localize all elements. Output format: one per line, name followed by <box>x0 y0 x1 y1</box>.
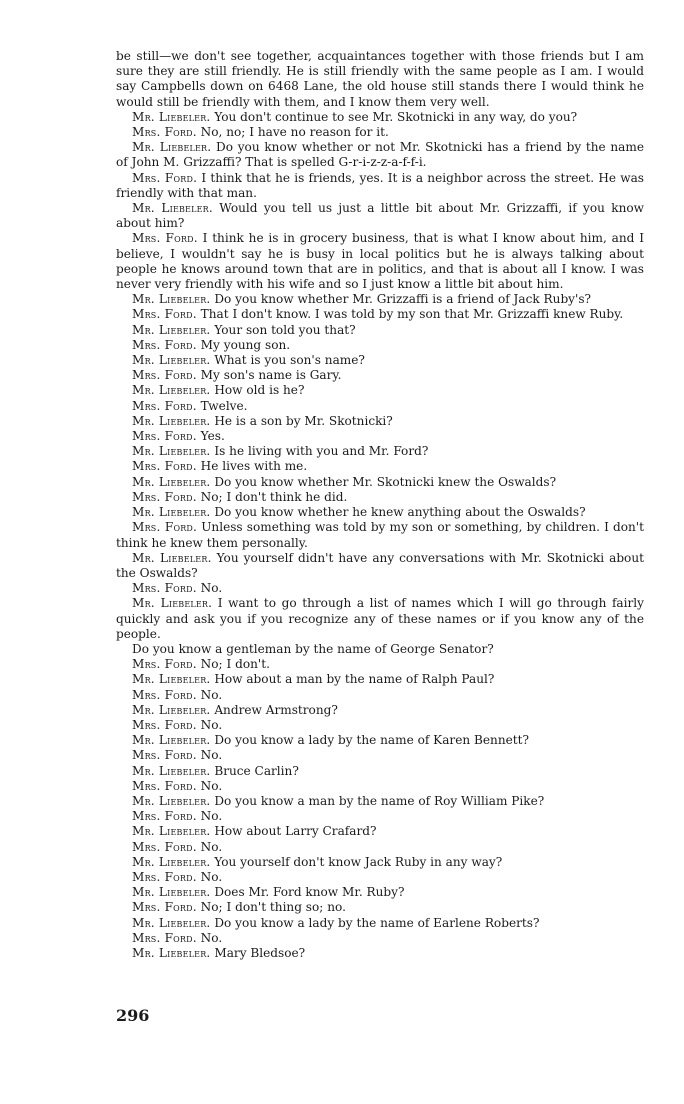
paragraph <box>116 231 644 292</box>
speaker-label: Mr. Liebeler. <box>132 885 211 900</box>
paragraph <box>116 672 644 687</box>
paragraph <box>116 946 644 961</box>
paragraph <box>116 718 644 733</box>
paragraph-text: How about a man by the name of Ralph Paul? <box>214 672 495 687</box>
paragraph <box>116 292 644 307</box>
paragraph-text: Do you know whether he knew anything about the Oswalds? <box>214 505 586 520</box>
paragraph <box>116 399 644 414</box>
speaker-label: Mrs. Ford. <box>132 717 197 732</box>
paragraph-text: Is he living with you and Mr. Ford? <box>214 444 429 459</box>
paragraph <box>116 824 644 839</box>
paragraph <box>116 779 644 794</box>
speaker-label: Mr. Liebeler. <box>132 292 211 307</box>
paragraph <box>116 414 644 429</box>
speaker-label: Mr. Liebeler. <box>132 413 211 428</box>
paragraph-text: Do you know whether Mr. Skotnicki knew the Oswalds? <box>214 474 557 489</box>
paragraph-text: No; I don't. <box>200 657 270 672</box>
speaker-label: Mrs. Ford. <box>132 307 197 322</box>
paragraph-text: Do you know whether Mr. Grizzaffi is a friend of Jack Ruby's? <box>214 292 592 307</box>
paragraph <box>116 931 644 946</box>
speaker-label: Mrs. Ford. <box>132 581 197 596</box>
speaker-label: Mr. Liebeler. <box>132 140 212 155</box>
paragraph-text: Do you know whether or not Mr. Skotnicki has a friend by the name of John M. Grizzaffi? That is spelled G-r-i-z-z-a-f-f-i. <box>116 140 644 170</box>
speaker-label: Mr. Liebeler. <box>132 322 211 337</box>
paragraph-text: No, no; I have no reason for it. <box>200 125 389 140</box>
paragraph-text: How about Larry Crafard? <box>214 824 377 839</box>
speaker-label: Mr. Liebeler. <box>132 945 211 960</box>
paragraph <box>116 475 644 490</box>
paragraph <box>116 459 644 474</box>
paragraph <box>116 840 644 855</box>
paragraph-text: You don't continue to see Mr. Skotnicki in any way, do you? <box>214 109 578 124</box>
paragraph <box>116 171 644 201</box>
paragraph-text: He lives with me. <box>200 459 308 474</box>
speaker-label: Mr. Liebeler. <box>132 109 211 124</box>
paragraph-text: No; I don't think he did. <box>200 489 348 504</box>
paragraph-text: That I don't know. I was told by my son that Mr. Grizzaffi knew Ruby. <box>200 307 624 322</box>
paragraph <box>116 764 644 779</box>
paragraph <box>116 855 644 870</box>
speaker-label: Mr. Liebeler. <box>132 550 212 565</box>
paragraph-text: I think he is in grocery business, that is what I know about him, and I believe, I wouldn't say he is busy in local politics but he is always talking about people he knows around town that are in politics, and that is about all I know. I was never very friendly with his wife and so I just know a little bit about him. <box>116 231 644 292</box>
speaker-label: Mr. Liebeler. <box>132 383 211 398</box>
speaker-label: Mrs. Ford. <box>132 170 198 185</box>
paragraph <box>116 323 644 338</box>
paragraph-text: No. <box>200 778 223 793</box>
paragraph <box>116 307 644 322</box>
paragraph <box>116 353 644 368</box>
speaker-label: Mr. Liebeler. <box>132 505 211 520</box>
paragraph-text: Do you know a man by the name of Roy William Pike? <box>214 793 545 808</box>
speaker-label: Mr. Liebeler. <box>132 733 211 748</box>
speaker-label: Mrs. Ford. <box>132 489 197 504</box>
speaker-label: Mrs. Ford. <box>132 459 197 474</box>
speaker-label: Mrs. Ford. <box>132 398 197 413</box>
paragraph <box>116 444 644 459</box>
speaker-label: Mrs. Ford. <box>132 839 197 854</box>
paragraph-text: I think that he is friends, yes. It is a neighbor across the street. He was friendly with that man. <box>116 170 645 200</box>
paragraph-text: My son's name is Gary. <box>200 368 342 383</box>
paragraph <box>116 703 644 718</box>
paragraph-text: Andrew Armstrong? <box>214 702 338 717</box>
paragraph <box>116 368 644 383</box>
speaker-label: Mrs. Ford. <box>132 778 197 793</box>
paragraph-text: You yourself don't know Jack Ruby in any way? <box>214 854 503 869</box>
paragraph-text: Unless something was told by my son or something, by children. I don't think he knew them personally. <box>116 520 644 550</box>
speaker-label: Mrs. Ford. <box>132 520 198 535</box>
paragraph-text: He is a son by Mr. Skotnicki? <box>214 413 393 428</box>
paragraph-text: be still—we don't see together, acquaintances together with those friends but I am sure they are still friendly. He is still friendly with the same people as I am. I would say Campbells down on 6468 Lane, the old house still stands there I would think he would still be friendly with them, and I know them very well. <box>116 49 644 109</box>
paragraph <box>116 551 644 581</box>
paragraph <box>116 505 644 520</box>
speaker-label: Mr. Liebeler. <box>132 915 211 930</box>
paragraph-text: Would you tell us just a little bit about Mr. Grizzaffi, if you know about him? <box>116 201 644 231</box>
speaker-label: Mr. Liebeler. <box>132 596 213 611</box>
speaker-label: Mrs. Ford. <box>132 231 198 246</box>
speaker-label: Mr. Liebeler. <box>132 353 211 368</box>
paragraph <box>116 490 644 505</box>
speaker-label: Mrs. Ford. <box>132 337 197 352</box>
page-number: 296 <box>116 1006 150 1025</box>
paragraph <box>116 338 644 353</box>
paragraph <box>116 110 644 125</box>
paragraph-text: Do you know a lady by the name of Karen Bennett? <box>214 733 529 748</box>
speaker-label: Mrs. Ford. <box>132 429 197 444</box>
paragraph <box>116 870 644 885</box>
paragraph-text: Your son told you that? <box>214 322 356 337</box>
speaker-label: Mr. Liebeler. <box>132 763 211 778</box>
speaker-label: Mr. Liebeler. <box>132 702 211 717</box>
paragraph-text: I want to go through a list of names which I will go through fairly quickly and ask you if you recognize any of these names or if you know any of the people. <box>116 596 644 641</box>
testimony-page <box>116 49 644 961</box>
paragraph <box>116 809 644 824</box>
paragraph <box>116 916 644 931</box>
paragraph-text: No. <box>200 839 223 854</box>
speaker-label: Mrs. Ford. <box>132 657 197 672</box>
paragraph <box>116 125 644 140</box>
paragraph-text: No. <box>200 687 223 702</box>
paragraph <box>116 383 644 398</box>
speaker-label: Mrs. Ford. <box>132 900 197 915</box>
speaker-label: Mrs. Ford. <box>132 748 197 763</box>
paragraph <box>116 733 644 748</box>
paragraph <box>116 49 644 110</box>
paragraph <box>116 520 644 550</box>
paragraph <box>116 748 644 763</box>
paragraph <box>116 581 644 596</box>
paragraph-text: Mary Bledsoe? <box>214 945 306 960</box>
paragraph-text: How old is he? <box>214 383 305 398</box>
paragraph <box>116 794 644 809</box>
speaker-label: Mrs. Ford. <box>132 809 197 824</box>
speaker-label: Mrs. Ford. <box>132 930 197 945</box>
paragraph <box>116 140 644 170</box>
paragraph-text: Does Mr. Ford know Mr. Ruby? <box>214 885 405 900</box>
paragraph-text: Do you know a gentleman by the name of George Senator? <box>132 641 494 656</box>
paragraph-text: You yourself didn't have any conversations with Mr. Skotnicki about the Oswalds? <box>116 550 644 580</box>
paragraph <box>116 642 644 657</box>
paragraph-text: No. <box>200 748 223 763</box>
speaker-label: Mr. Liebeler. <box>132 444 211 459</box>
paragraph-text: My young son. <box>200 337 291 352</box>
speaker-label: Mrs. Ford. <box>132 368 197 383</box>
paragraph-text: No. <box>200 717 223 732</box>
speaker-label: Mr. Liebeler. <box>132 474 211 489</box>
speaker-label: Mr. Liebeler. <box>132 854 211 869</box>
paragraph <box>116 596 644 642</box>
paragraph <box>116 885 644 900</box>
paragraph-text: No. <box>200 869 223 884</box>
paragraph <box>116 688 644 703</box>
speaker-label: Mr. Liebeler. <box>132 672 211 687</box>
paragraph-text: Twelve. <box>200 398 248 413</box>
paragraph <box>116 429 644 444</box>
paragraph <box>116 201 644 231</box>
paragraph <box>116 657 644 672</box>
paragraph-text: No. <box>200 581 223 596</box>
paragraph <box>116 900 644 915</box>
speaker-label: Mrs. Ford. <box>132 687 197 702</box>
paragraph-text: No. <box>200 930 223 945</box>
speaker-label: Mr. Liebeler. <box>132 824 211 839</box>
paragraph-text: What is you son's name? <box>214 353 365 368</box>
paragraph-text: No. <box>200 809 223 824</box>
speaker-label: Mr. Liebeler. <box>132 201 213 216</box>
speaker-label: Mrs. Ford. <box>132 125 197 140</box>
speaker-label: Mrs. Ford. <box>132 869 197 884</box>
speaker-label: Mr. Liebeler. <box>132 793 211 808</box>
paragraph-text: Do you know a lady by the name of Earlene Roberts? <box>214 915 540 930</box>
paragraph-text: Bruce Carlin? <box>214 763 299 778</box>
paragraph-text: No; I don't thing so; no. <box>200 900 346 915</box>
paragraph-text: Yes. <box>200 429 225 444</box>
